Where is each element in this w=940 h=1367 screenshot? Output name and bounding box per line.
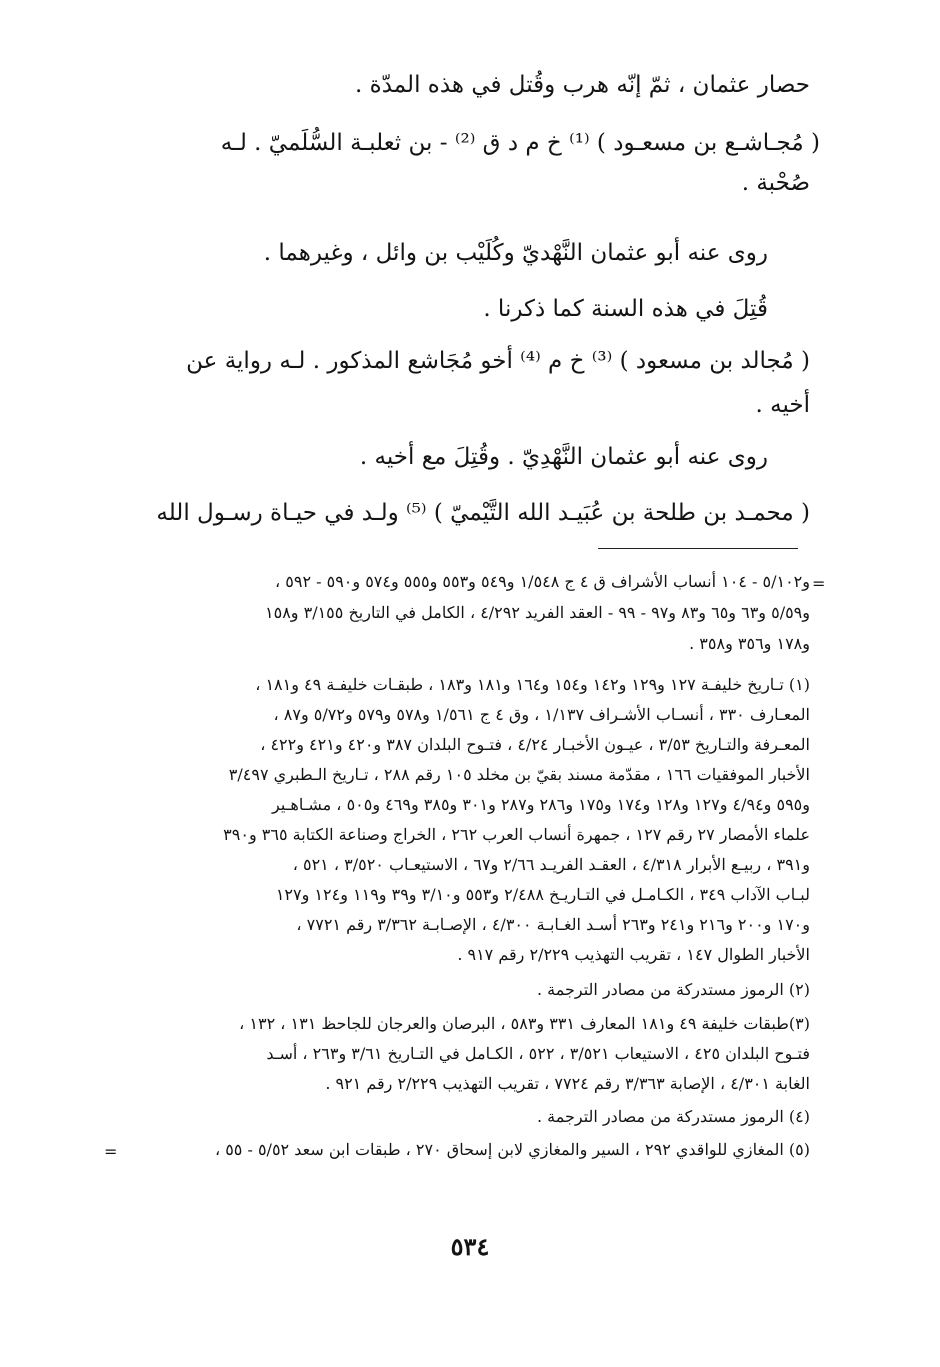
body-line-4: روى عنه أبو عثمان النَّهْديّ وكُلَيْب بن وائل ، وغيرهما . [263, 240, 768, 266]
body-line-6: ( مُجالد بن مسعود ) ⁽³⁾ خ م ⁽⁴⁾ أخو مُجَاشع المذكور . لـه رواية عن [186, 348, 810, 374]
footnote-line-14: (٢) الرموز مستدركة من مصادر الترجمة . [536, 980, 810, 999]
footnote-line-12: و١٧٠ و٢٠٠ و٢١٦ و٢٤١ و٢٦٣ أسـد الغـابـة ٤/٣٠٠ ، الإصـابـة ٣/٣٦٢ رقم ٧٧٢١ ، [296, 915, 810, 934]
footnote-line-6: المعـرفة والتـاريخ ٣/٥٣ ، عيـون الأخبـار ٤/٢٤ ، فتـوح البلدان ٣٨٧ و٤٢٠ و٤٢١ و٤٢٢ ، [260, 735, 810, 754]
footnote-line-15: (٣)طبقات خليفة ٤٩ و١٨١ المعارف ٣٣١ و٥٨٣ ، البرصان والعرجان للجاحظ ١٣١ ، ١٣٢ ، [239, 1014, 810, 1033]
footnote-line-17: الغابة ٤/٣٠١ ، الإصابة ٣/٣٦٣ رقم ٧٧٢٤ ، تقريب التهذيب ٢/٢٢٩ رقم ٩٢١ . [325, 1074, 810, 1093]
footnote-line-7: الأخبار الموفقيات ١٦٦ ، مقدّمة مسند بقيّ بن مخلد ١٠٥ رقم ٢٨٨ ، تـاريخ الـطبري ٣/٤٩٧ [228, 765, 810, 784]
page-number: ٥٣٤ [450, 1232, 490, 1261]
footnote-line-1: و٥/١٠٢ - ١٠٤ أنساب الأشراف ق ٤ ج ١/٥٤٨ و٥٤٩ و٥٥٣ و٥٥٥ و٥٧٤ و٥٩٠ - ٥٩٢ ، [275, 572, 810, 591]
footnote-line-9: علماء الأمصار ٢٧ رقم ١٢٧ ، جمهرة أنساب العرب ٢٦٢ ، الخراج وصناعة الكتابة ٣٦٥ و٣٩٠ [223, 825, 810, 844]
body-line-5: قُتِلَ في هذه السنة كما ذكرنا . [483, 296, 768, 322]
body-line-8: روى عنه أبو عثمان النَّهْدِيّ . وقُتِلَ مع أخيه . [359, 444, 768, 470]
footnote-line-5: المعـارف ٣٣٠ ، أنسـاب الأشـراف ١/١٣٧ ، وق ٤ ج ١/٥٦١ و٥٧٨ و٥٧٩ و٥/٧٢ و٨٧ ، [273, 705, 810, 724]
footnote-line-4: (١) تـاريخ خليفـة ١٢٧ و١٢٩ و١٤٢ و١٥٤ و١٦٤ و١٨١ و١٨٣ ، طبقـات خليفـة ٤٩ و١٨١ ، [255, 675, 810, 694]
footnote-line-19: (٥) المغازي للواقدي ٢٩٢ ، السير والمغازي لابن إسحاق ٢٧٠ ، طبقات ابن سعد ٥/٥٢ - ٥٥ ، [214, 1140, 810, 1159]
continuation-mark: = [104, 1142, 118, 1161]
footnote-line-2: و٥/٥٩ و٦٣ و٦٥ و٨٣ و٩٧ - ٩٩ - العقد الفريد ٤/٢٩٢ ، الكامل في التاريخ ٣/١٥٥ و١٥٨ [265, 603, 810, 622]
footnote-line-8: و٥٩٥ و٤/٩٤ و١٢٧ و١٢٨ و١٧٤ و١٧٥ و٢٨٦ و٢٨٧ و٣٠١ و٣٨٥ و٤٦٩ و٥٠٥ ، مشـاهـير [272, 795, 810, 814]
continuation-mark: = [812, 574, 826, 593]
footnote-line-11: لبـاب الآداب ٣٤٩ ، الكـامـل في التـاريـخ ٢/٤٨٨ و٥٥٣ و٣/١٠ و٣٩ و١١٩ و١٢٤ و١٢٧ [275, 885, 810, 904]
footnote-line-3: و١٧٨ و٣٥٦ و٣٥٨ . [689, 634, 810, 653]
body-line-9: ( محمـد بن طلحة بن عُبَيـد الله التَّيْميّ ) ⁽⁵⁾ ولـد في حيـاة رسـول الله [156, 500, 810, 526]
footnote-divider [598, 548, 798, 549]
body-line-7: أخيه . [755, 392, 810, 418]
footnote-line-18: (٤) الرموز مستدركة من مصادر الترجمة . [536, 1107, 810, 1126]
body-line-3: صُحْبة . [741, 170, 810, 196]
body-line-1: حصار عثمان ، ثمّ إنّه هرب وقُتل في هذه المدّة . [355, 72, 810, 98]
body-line-2: ( مُجـاشـع بن مسعـود ) ⁽¹⁾ خ م د ق ⁽²⁾ - بن ثعلبـة السُّلَميّ . لـه [220, 130, 820, 156]
footnote-line-16: فتـوح البلدان ٤٢٥ ، الاستيعاب ٣/٥٢١ ، ٥٢٢ ، الكـامل في التـاريخ ٣/٦١ و٢٦٣ ، أسـد [266, 1044, 810, 1063]
footnote-line-10: و٣٩١ ، ربيـع الأبرار ٤/٣١٨ ، العقـد الفريـد ٢/٦٦ و٦٧ ، الاستيعـاب ٣/٥٢٠ ، ٥٢١ ، [292, 855, 810, 874]
footnote-line-13: الأخبار الطوال ١٤٧ ، تقريب التهذيب ٢/٢٢٩ رقم ٩١٧ . [457, 945, 810, 964]
